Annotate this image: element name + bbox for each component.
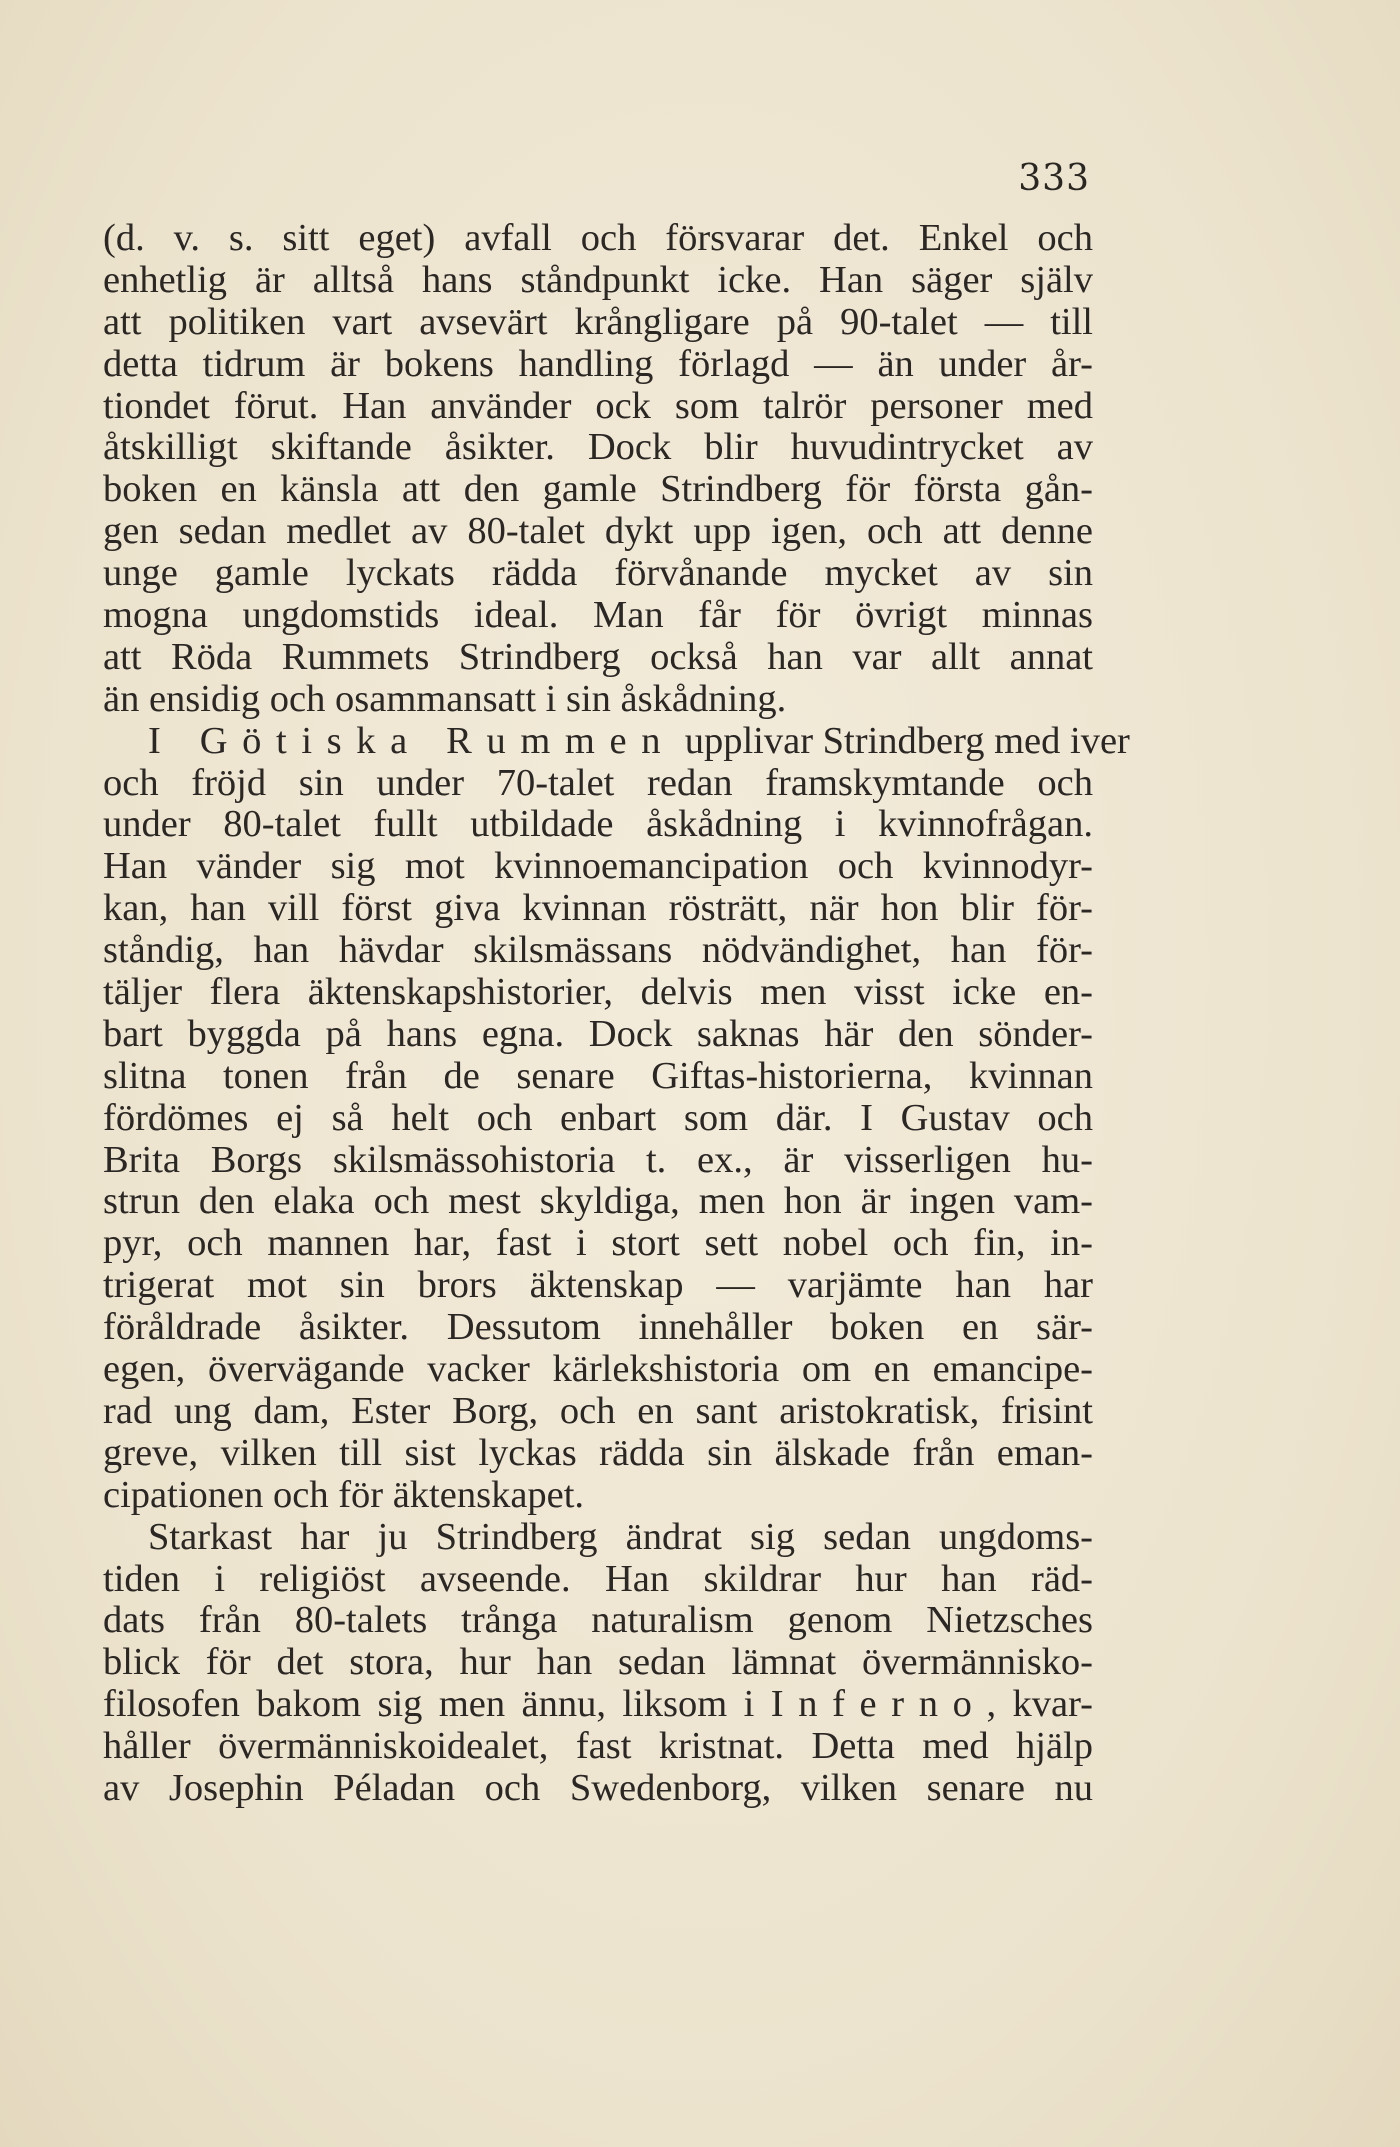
text-line: slitna tonen från de senare Giftas-historierna, kvinnan bbox=[103, 1054, 1093, 1097]
text-line: cipationen och för äktenskapet. bbox=[103, 1473, 585, 1516]
text-line: enhetlig är alltså hans ståndpunkt icke. Han säger själv bbox=[103, 258, 1093, 301]
paragraph-first-line bbox=[103, 719, 1130, 763]
text-fragment: , kvar- bbox=[986, 1683, 1093, 1726]
text-line: gen sedan medlet av 80-talet dykt upp igen, och att denne bbox=[103, 510, 1093, 553]
text-line: än ensidig och osammansatt i sin åskådning. bbox=[103, 677, 787, 720]
text-line: fördömes ej så helt och enbart som där. I Gustav och bbox=[103, 1096, 1093, 1139]
text-line: att politiken vart avsevärt krångligare på 90-talet — till bbox=[103, 300, 1093, 343]
text-line: strun den elaka och mest skyldiga, men hon är ingen vam- bbox=[103, 1180, 1093, 1223]
text-line: täljer flera äktenskapshistorier, delvis men visst icke en- bbox=[103, 971, 1093, 1014]
text-fragment: upplivar Strindberg med iver bbox=[684, 719, 1130, 762]
text-line: under 80-talet fullt utbildade åskådning i kvinnofrågan. bbox=[103, 803, 1093, 846]
text-line: kan, han vill först giva kvinnan rösträtt, när hon blir för- bbox=[103, 887, 1093, 930]
text-line: av Josephin Péladan och Swedenborg, vilken senare nu bbox=[103, 1766, 1093, 1809]
text-line: dats från 80-talets trånga naturalism genom Nietzsches bbox=[103, 1599, 1093, 1642]
text-line: Brita Borgs skilsmässohistoria t. ex., är visserligen hu- bbox=[103, 1138, 1093, 1181]
text-line: boken en känsla att den gamle Strindberg för första gån- bbox=[103, 468, 1093, 511]
text-line: egen, övervägande vacker kärlekshistoria om en emancipe- bbox=[103, 1348, 1093, 1391]
page-number: 333 bbox=[1018, 158, 1090, 199]
text-line: mogna ungdomstids ideal. Man får för övrigt minnas bbox=[103, 594, 1093, 637]
text-line: och fröjd sin under 70-talet redan framskymtande och bbox=[103, 761, 1093, 804]
book-title-spaced: I Götiska Rummen bbox=[148, 719, 676, 762]
text-line: tiden i religiöst avseende. Han skildrar hur han räd- bbox=[103, 1557, 1093, 1600]
text-line: greve, vilken till sist lyckas rädda sin älskade från eman- bbox=[103, 1431, 1093, 1474]
text-line: håller övermänniskoidealet, fast kristnat. Detta med hjälp bbox=[103, 1725, 1093, 1768]
text-line: unge gamle lyckats rädda förvånande mycket av sin bbox=[103, 552, 1093, 595]
text-line: pyr, och mannen har, fast i stort sett nobel och fin, in- bbox=[103, 1222, 1093, 1265]
body-text bbox=[103, 217, 1130, 1810]
text-line: Han vänder sig mot kvinnoemancipation och kvinnodyr- bbox=[103, 845, 1093, 888]
paragraph-first-line: Starkast har ju Strindberg ändrat sig sedan ungdoms- bbox=[148, 1515, 1093, 1558]
book-title-spaced: Inferno bbox=[770, 1683, 987, 1726]
text-line: tiondet förut. Han använder ock som talrör personer med bbox=[103, 384, 1093, 427]
text-line bbox=[103, 1684, 1093, 1726]
text-line: (d. v. s. sitt eget) avfall och försvarar det. Enkel och bbox=[103, 217, 1093, 259]
text-line: ståndig, han hävdar skilsmässans nödvändighet, han för- bbox=[103, 929, 1093, 972]
text-line: åtskilligt skiftande åsikter. Dock blir huvudintrycket av bbox=[103, 426, 1093, 469]
text-line: rad ung dam, Ester Borg, och en sant aristokratisk, frisint bbox=[103, 1389, 1093, 1432]
text-line: blick för det stora, hur han sedan lämnat övermännisko- bbox=[103, 1641, 1093, 1684]
text-line: föråldrade åsikter. Dessutom innehåller boken en sär- bbox=[103, 1306, 1093, 1349]
text-fragment: filosofen bakom sig men ännu, liksom i bbox=[103, 1683, 755, 1726]
text-line: bart byggda på hans egna. Dock saknas här den sönder- bbox=[103, 1012, 1093, 1055]
text-line: trigerat mot sin brors äktenskap — varjämte han har bbox=[103, 1264, 1093, 1307]
text-line: att Röda Rummets Strindberg också han var allt annat bbox=[103, 635, 1093, 678]
text-line: detta tidrum är bokens handling förlagd — än under år- bbox=[103, 342, 1093, 385]
